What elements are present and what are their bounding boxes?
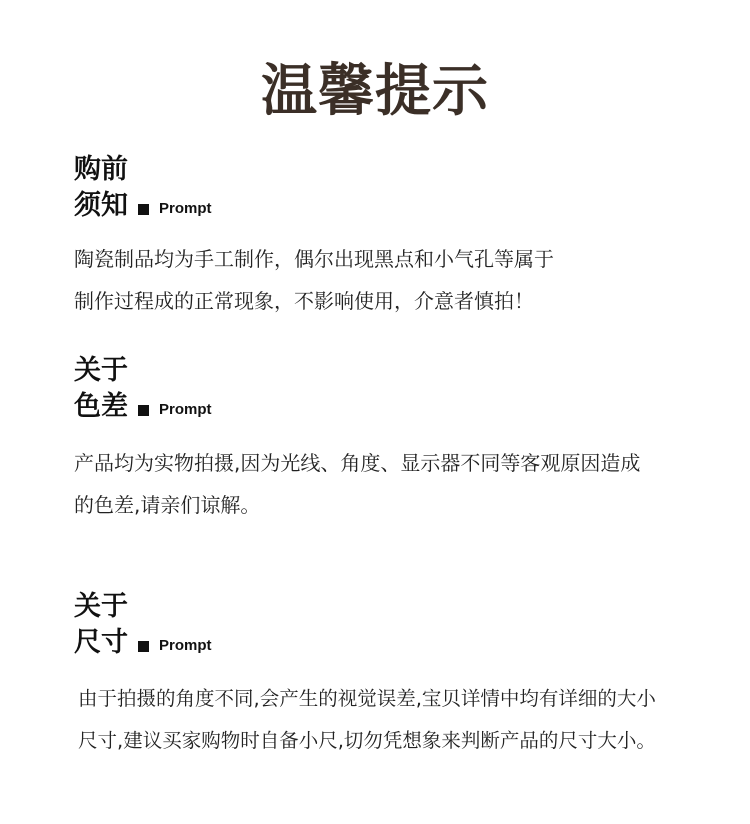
square-bullet-icon — [138, 641, 149, 652]
page-title: 温馨提示 — [261, 58, 489, 124]
prompt-tag: Prompt — [159, 637, 212, 654]
section-heading-line2: 尺寸 — [74, 627, 128, 658]
section-heading-line1: 关于 — [74, 591, 128, 622]
section-body-purchase-notice — [74, 238, 734, 322]
section-heading-purchase-notice — [74, 152, 212, 224]
section-heading-line2: 色差 — [74, 391, 128, 422]
body-line: 制作过程成的正常现象，不影响使用，介意者慎拍！ — [74, 289, 534, 313]
prompt-tag: Prompt — [159, 401, 212, 418]
body-line: 的色差,请亲们谅解。 — [74, 493, 261, 517]
section-body-color-difference — [74, 442, 734, 526]
section-heading-line1: 关于 — [74, 355, 128, 386]
body-line: 产品均为实物拍摄,因为光线、角度、显示器不同等客观原因造成 — [74, 451, 641, 475]
section-heading-size — [74, 589, 212, 661]
section-body-size — [78, 678, 738, 762]
section-heading-line1: 购前 — [74, 154, 128, 185]
square-bullet-icon — [138, 405, 149, 416]
square-bullet-icon — [138, 204, 149, 215]
body-line: 尺寸,建议买家购物时自备小尺,切勿凭想象来判断产品的尺寸大小。 — [78, 729, 656, 752]
section-heading-color-difference — [74, 353, 212, 425]
prompt-tag: Prompt — [159, 200, 212, 217]
section-heading-line2: 须知 — [74, 190, 128, 221]
body-line: 陶瓷制品均为手工制作，偶尔出现黑点和小气孔等属于 — [74, 247, 554, 271]
body-line: 由于拍摄的角度不同,会产生的视觉误差,宝贝详情中均有详细的大小 — [78, 687, 656, 710]
